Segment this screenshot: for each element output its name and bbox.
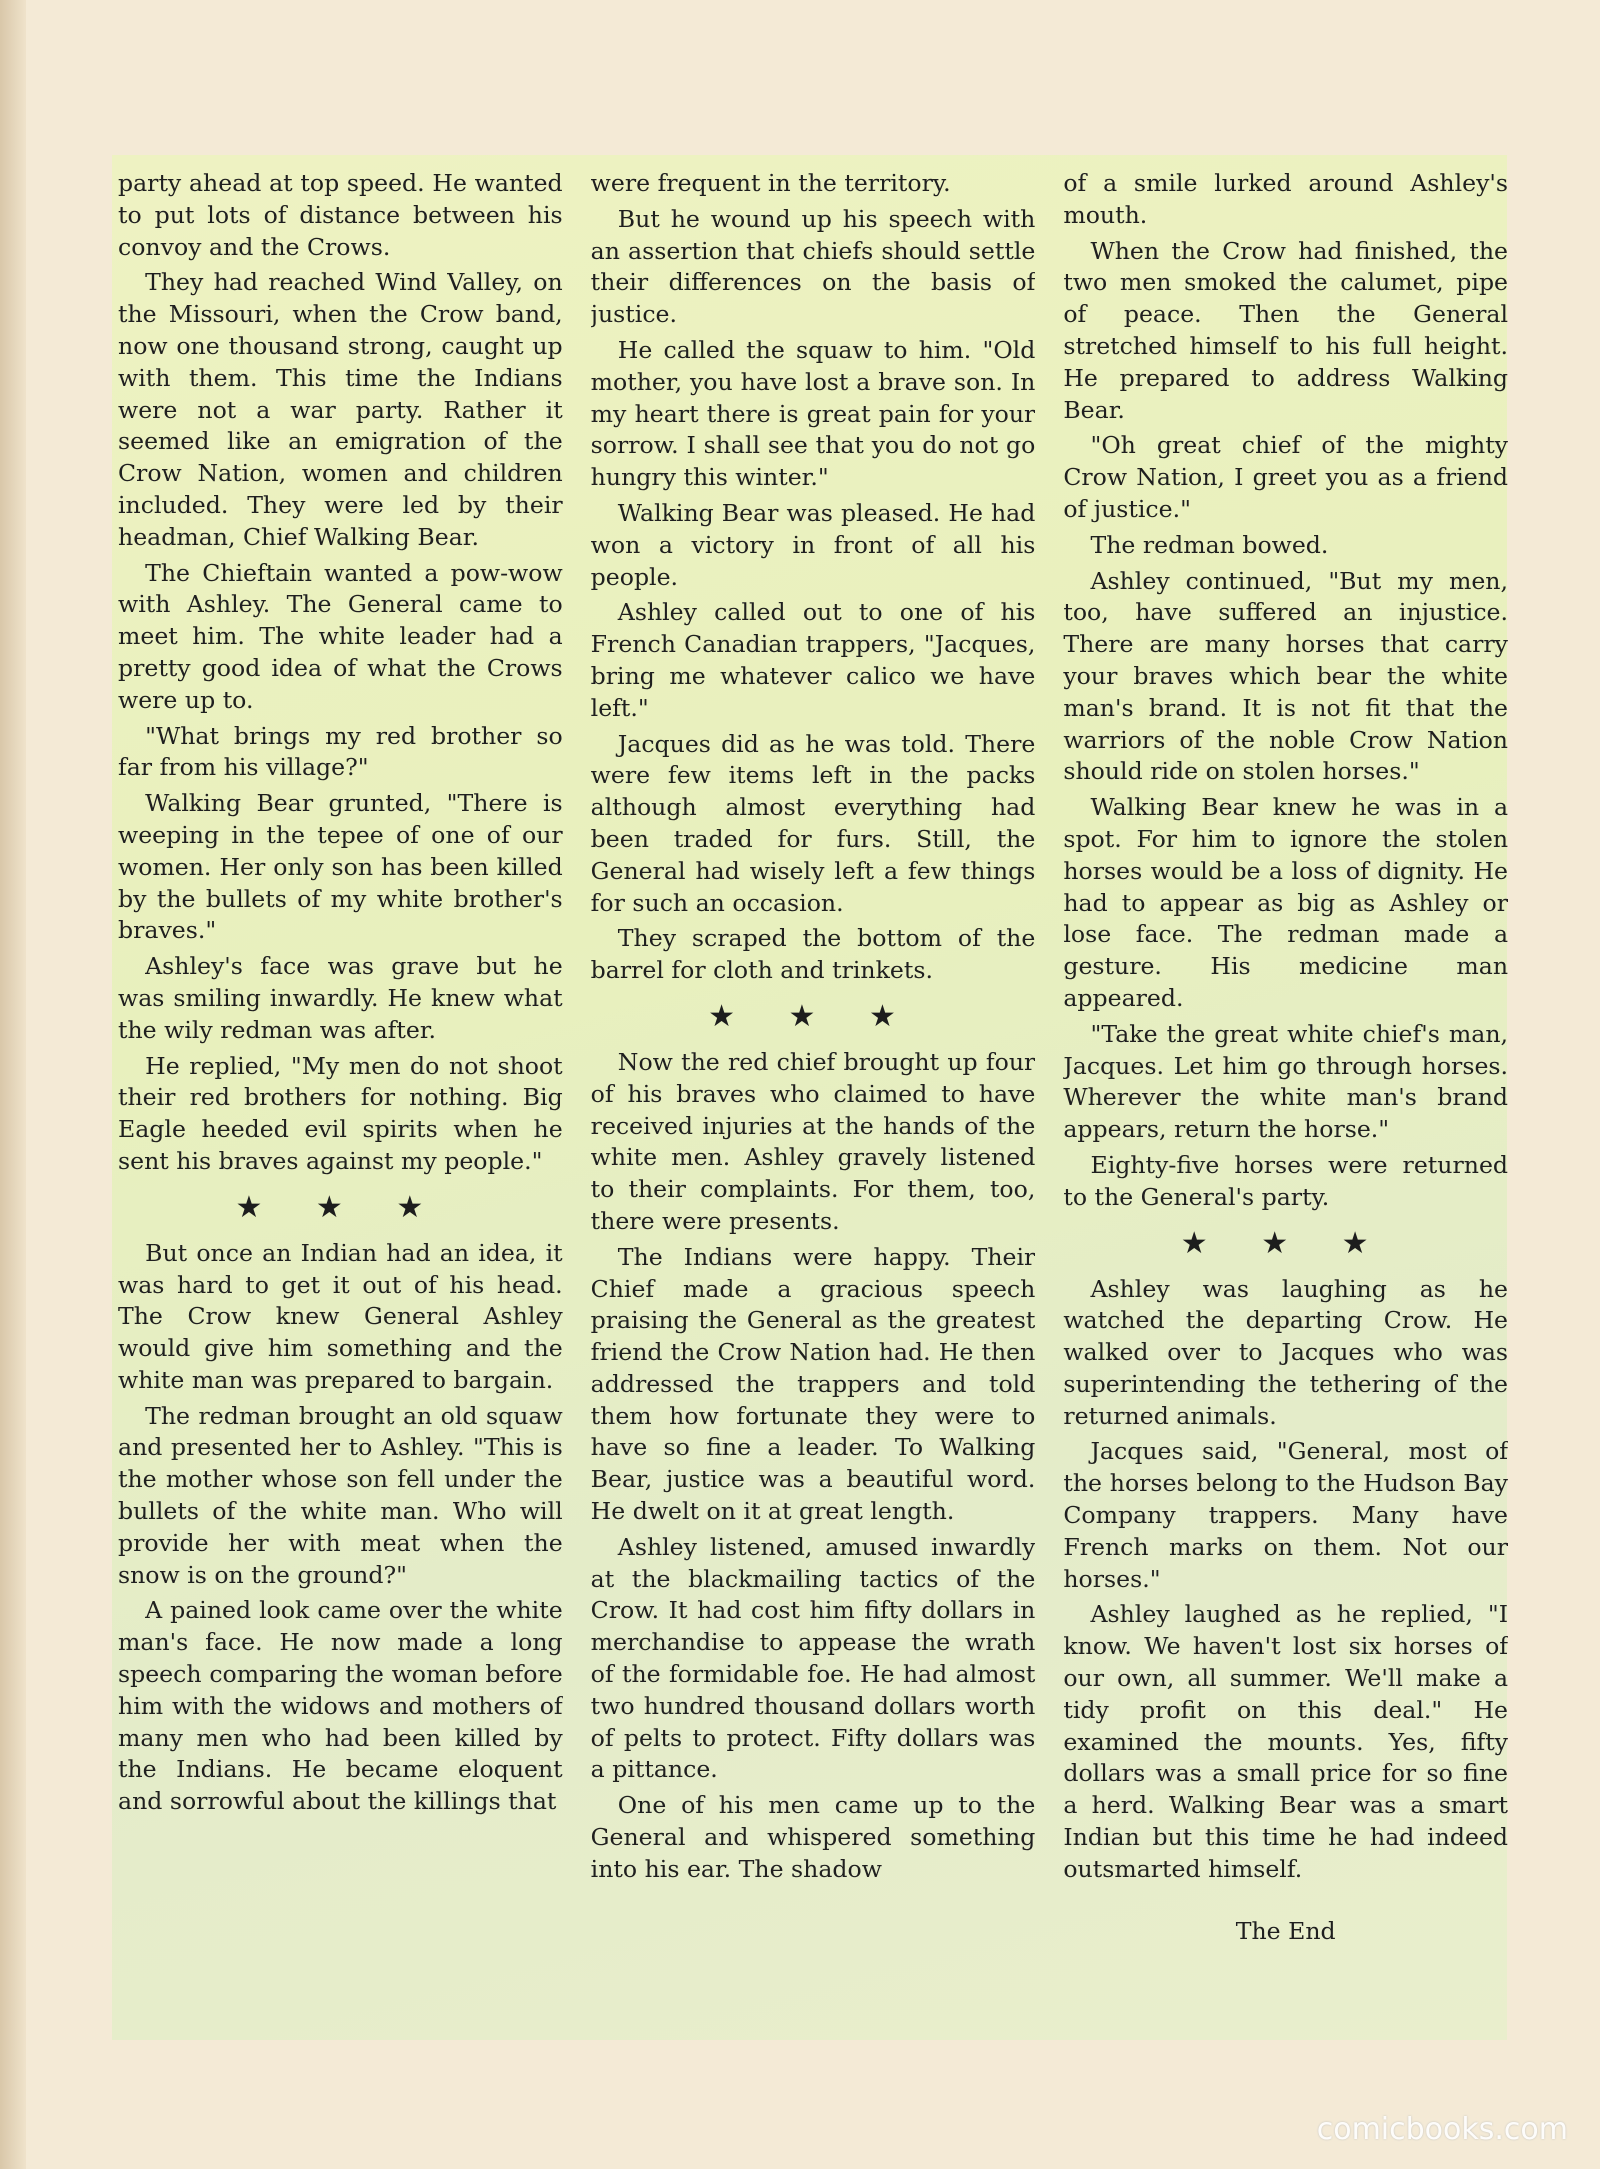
paragraph: The Chieftain wanted a pow-wow with Ashley. The General came to meet him. The white leader had a pretty good idea of what the Crows were up to. xyxy=(118,558,563,714)
paragraph: But once an Indian had an idea, it was hard to get it out of his head. The Crow knew General Ashley would give him something and the white man was prepared to bargain. xyxy=(118,1238,563,1394)
paragraph: But he wound up his speech with an assertion that chiefs should settle their differences on the basis of justice. xyxy=(590,204,1036,329)
paragraph: The Indians were happy. Their Chief made a gracious speech praising the General as the greatest friend the Crow Nation had. He then addressed the trappers and told them how fortunate they were to have so fine a leader. To Walking Bear, justice was a beautiful word. He dwelt on it at great length. xyxy=(590,1242,1036,1526)
paragraph: The redman brought an old squaw and presented her to Ashley. "This is the mother whose son fell under the bullets of the white man. Who will provide her with meat when the snow is on the ground?" xyxy=(118,1401,563,1589)
paragraph: of a smile lurked around Ashley's mouth. xyxy=(1063,169,1509,229)
paragraph: He called the squaw to him. "Old mother, you have lost a brave son. In my heart there is great pain for your sorrow. I shall see that you do not go hungry this winter." xyxy=(590,335,1036,492)
paragraph: party ahead at top speed. He wanted to put lots of distance between his convoy and the Crows. xyxy=(118,169,563,261)
paragraph: Ashley continued, "But my men, too, have suffered an injustice. There are many horses that carry your braves which bear the white man's brand. It is not fit that the warriors of the noble Crow Nation should ride on stolen horses." xyxy=(1063,566,1509,786)
watermark: comicbooks.com xyxy=(1316,2112,1568,2147)
paragraph: "What brings my red brother so far from his village?" xyxy=(118,721,563,782)
paragraph: Now the red chief brought up four of his braves who claimed to have received injuries at the hands of the white men. Ashley gravely listened to their complaints. For them, too, there were presents. xyxy=(590,1047,1036,1235)
column-3 xyxy=(1063,168,1508,2028)
paragraph: A pained look came over the white man's face. He now made a long speech comparing the woman before him with the widows and mothers of many men who had been killed by the Indians. He became eloquent and sorrowful about the killings that xyxy=(118,1596,563,1816)
the-end-label: The End xyxy=(1235,1916,1336,1945)
section-break-stars: ★ ★ ★ xyxy=(708,998,918,1034)
paragraph: Walking Bear knew he was in a spot. For him to ignore the stolen horses would be a loss of dignity. He had to appear as big as Ashley or lose face. The redman made a gesture. His medicine man appeared. xyxy=(1063,793,1509,1012)
paragraph: They scraped the bottom of the barrel for cloth and trinkets. xyxy=(590,924,1036,985)
paragraph: They had reached Wind Valley, on the Missouri, when the Crow band, now one thousand strong, caught up with them. This time the Indians were not a war party. Rather it seemed like an emigration of the Crow Nation, women and children included. They were led by their headman, Chief Walking Bear. xyxy=(118,268,563,551)
paragraph: Ashley laughed as he replied, "I know. We haven't lost six horses of our own, all summer. We'll make a tidy profit on this deal." He examined the mounts. Yes, fifty dollars was a small price for so fine a herd. Walking Bear was a smart Indian but this time he had indeed outsmarted himself. xyxy=(1063,1600,1509,1883)
paragraph: Walking Bear grunted, "There is weeping in the tepee of one of our women. Her only son has been killed by the bullets of my white brother's braves." xyxy=(118,789,563,945)
story-columns xyxy=(118,168,1508,2028)
paragraph: "Take the great white chief's man, Jacques. Let him go through horses. Wherever the white man's brand appears, return the horse." xyxy=(1063,1019,1509,1144)
paragraph: Eighty-five horses were returned to the General's party. xyxy=(1063,1150,1509,1211)
paragraph: Ashley's face was grave but he was smiling inwardly. He knew what the wily redman was after. xyxy=(118,952,563,1044)
page-edge xyxy=(0,0,26,2169)
paragraph: When the Crow had finished, the two men smoked the calumet, pipe of peace. Then the General stretched himself to his full height. He prepared to address Walking Bear. xyxy=(1063,236,1509,424)
paragraph: were frequent in the territory. xyxy=(590,169,951,197)
paragraph: Ashley listened, amused inwardly at the blackmailing tactics of the Crow. It had cost him fifty dollars in merchandise to appease the wrath of the formidable foe. He had almost two hundred thousand dollars worth of pelts to protect. Fifty dollars was a pittance. xyxy=(590,1532,1036,1784)
column-1 xyxy=(118,168,563,2028)
paragraph: Jacques did as he was told. There were few items left in the packs although almost everything had been traded for furs. Still, the General had wisely left a few things for such an occasion. xyxy=(590,729,1036,917)
paragraph: One of his men came up to the General and whispered something into his ear. The shadow xyxy=(590,1791,1036,1883)
paragraph: Walking Bear was pleased. He had won a victory in front of all his people. xyxy=(590,498,1036,591)
paragraph: The redman bowed. xyxy=(1090,530,1329,559)
column-2 xyxy=(591,168,1036,2028)
paragraph: Ashley called out to one of his French Canadian trappers, "Jacques, bring me whatever calico we have left." xyxy=(590,598,1036,722)
paragraph: Jacques said, "General, most of the horses belong to the Hudson Bay Company trappers. Many have French marks on them. Not our horses." xyxy=(1063,1437,1509,1593)
paragraph: He replied, "My men do not shoot their red brothers for nothing. Big Eagle heeded evil spirits when he sent his braves against my people." xyxy=(118,1051,563,1175)
section-break-stars: ★ ★ ★ xyxy=(1180,1225,1391,1261)
section-break-stars: ★ ★ ★ xyxy=(235,1189,446,1225)
paragraph: Ashley was laughing as he watched the departing Crow. He walked over to Jacques who was superintending the tethering of the returned animals. xyxy=(1063,1274,1509,1430)
paragraph: "Oh great chief of the mighty Crow Nation, I greet you as a friend of justice." xyxy=(1063,431,1509,523)
